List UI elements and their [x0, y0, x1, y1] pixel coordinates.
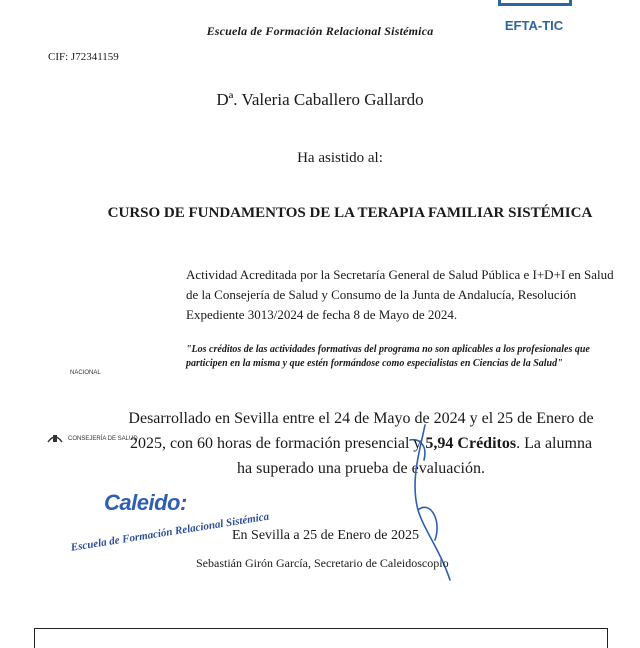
course-title: CURSO DE FUNDAMENTOS DE LA TERAPIA FAMILIAR SISTÉMICA — [107, 205, 593, 221]
development-part2: . La alumna ha superado una prueba de evaluación. — [237, 435, 593, 477]
credits-value: 5,94 Créditos — [425, 435, 517, 452]
development-text — [126, 406, 596, 481]
school-header: Escuela de Formación Relacional Sistémica — [206, 24, 434, 38]
stamp-school-name: Escuela de Formación Relacional Sistémica — [70, 510, 270, 554]
accreditation-text: Actividad Acreditada por la Secretaría General de Salud Pública e I+D+I en Salud de la Consejería de Salud y Consumo de la Junta de Andalucía, Resolución Expediente 3013/2024 de fecha 8 de Mayo de 2024. — [186, 267, 614, 322]
attended-label: Ha asistido al: — [297, 150, 383, 166]
accreditation-note: "Los créditos de las actividades formativas del programa no son aplicables a los profesionales que participen en la misma y que estén formándose como especialistas en Ciencias de la Salud" — [186, 344, 590, 369]
signer-name: Sebastián Girón García, Secretario de Caleidoscopio — [196, 556, 449, 570]
place-date: En Sevilla a 25 de Enero de 2025 — [232, 528, 420, 543]
nacional-label: NACIONAL — [70, 370, 101, 376]
cif-number: CIF: J72341159 — [48, 51, 119, 63]
recipient-name: Dª. Valeria Caballero Gallardo — [216, 90, 424, 109]
caleidoscopio-stamp: Caleido: — [104, 490, 187, 515]
junta-andalucia-logo-icon — [46, 430, 64, 444]
bottom-frame — [34, 628, 608, 648]
development-part1: Desarrollado en Sevilla entre el 24 de Mayo de 2024 y el 25 de Enero de 2025, con 60 horas de formación presencial y — [128, 410, 594, 452]
efta-logo: EFTA-TIC — [504, 18, 564, 33]
efta-logo-bar — [498, 0, 572, 6]
consejeria-label: CONSEJERÍA DE SALUD — [68, 436, 138, 442]
